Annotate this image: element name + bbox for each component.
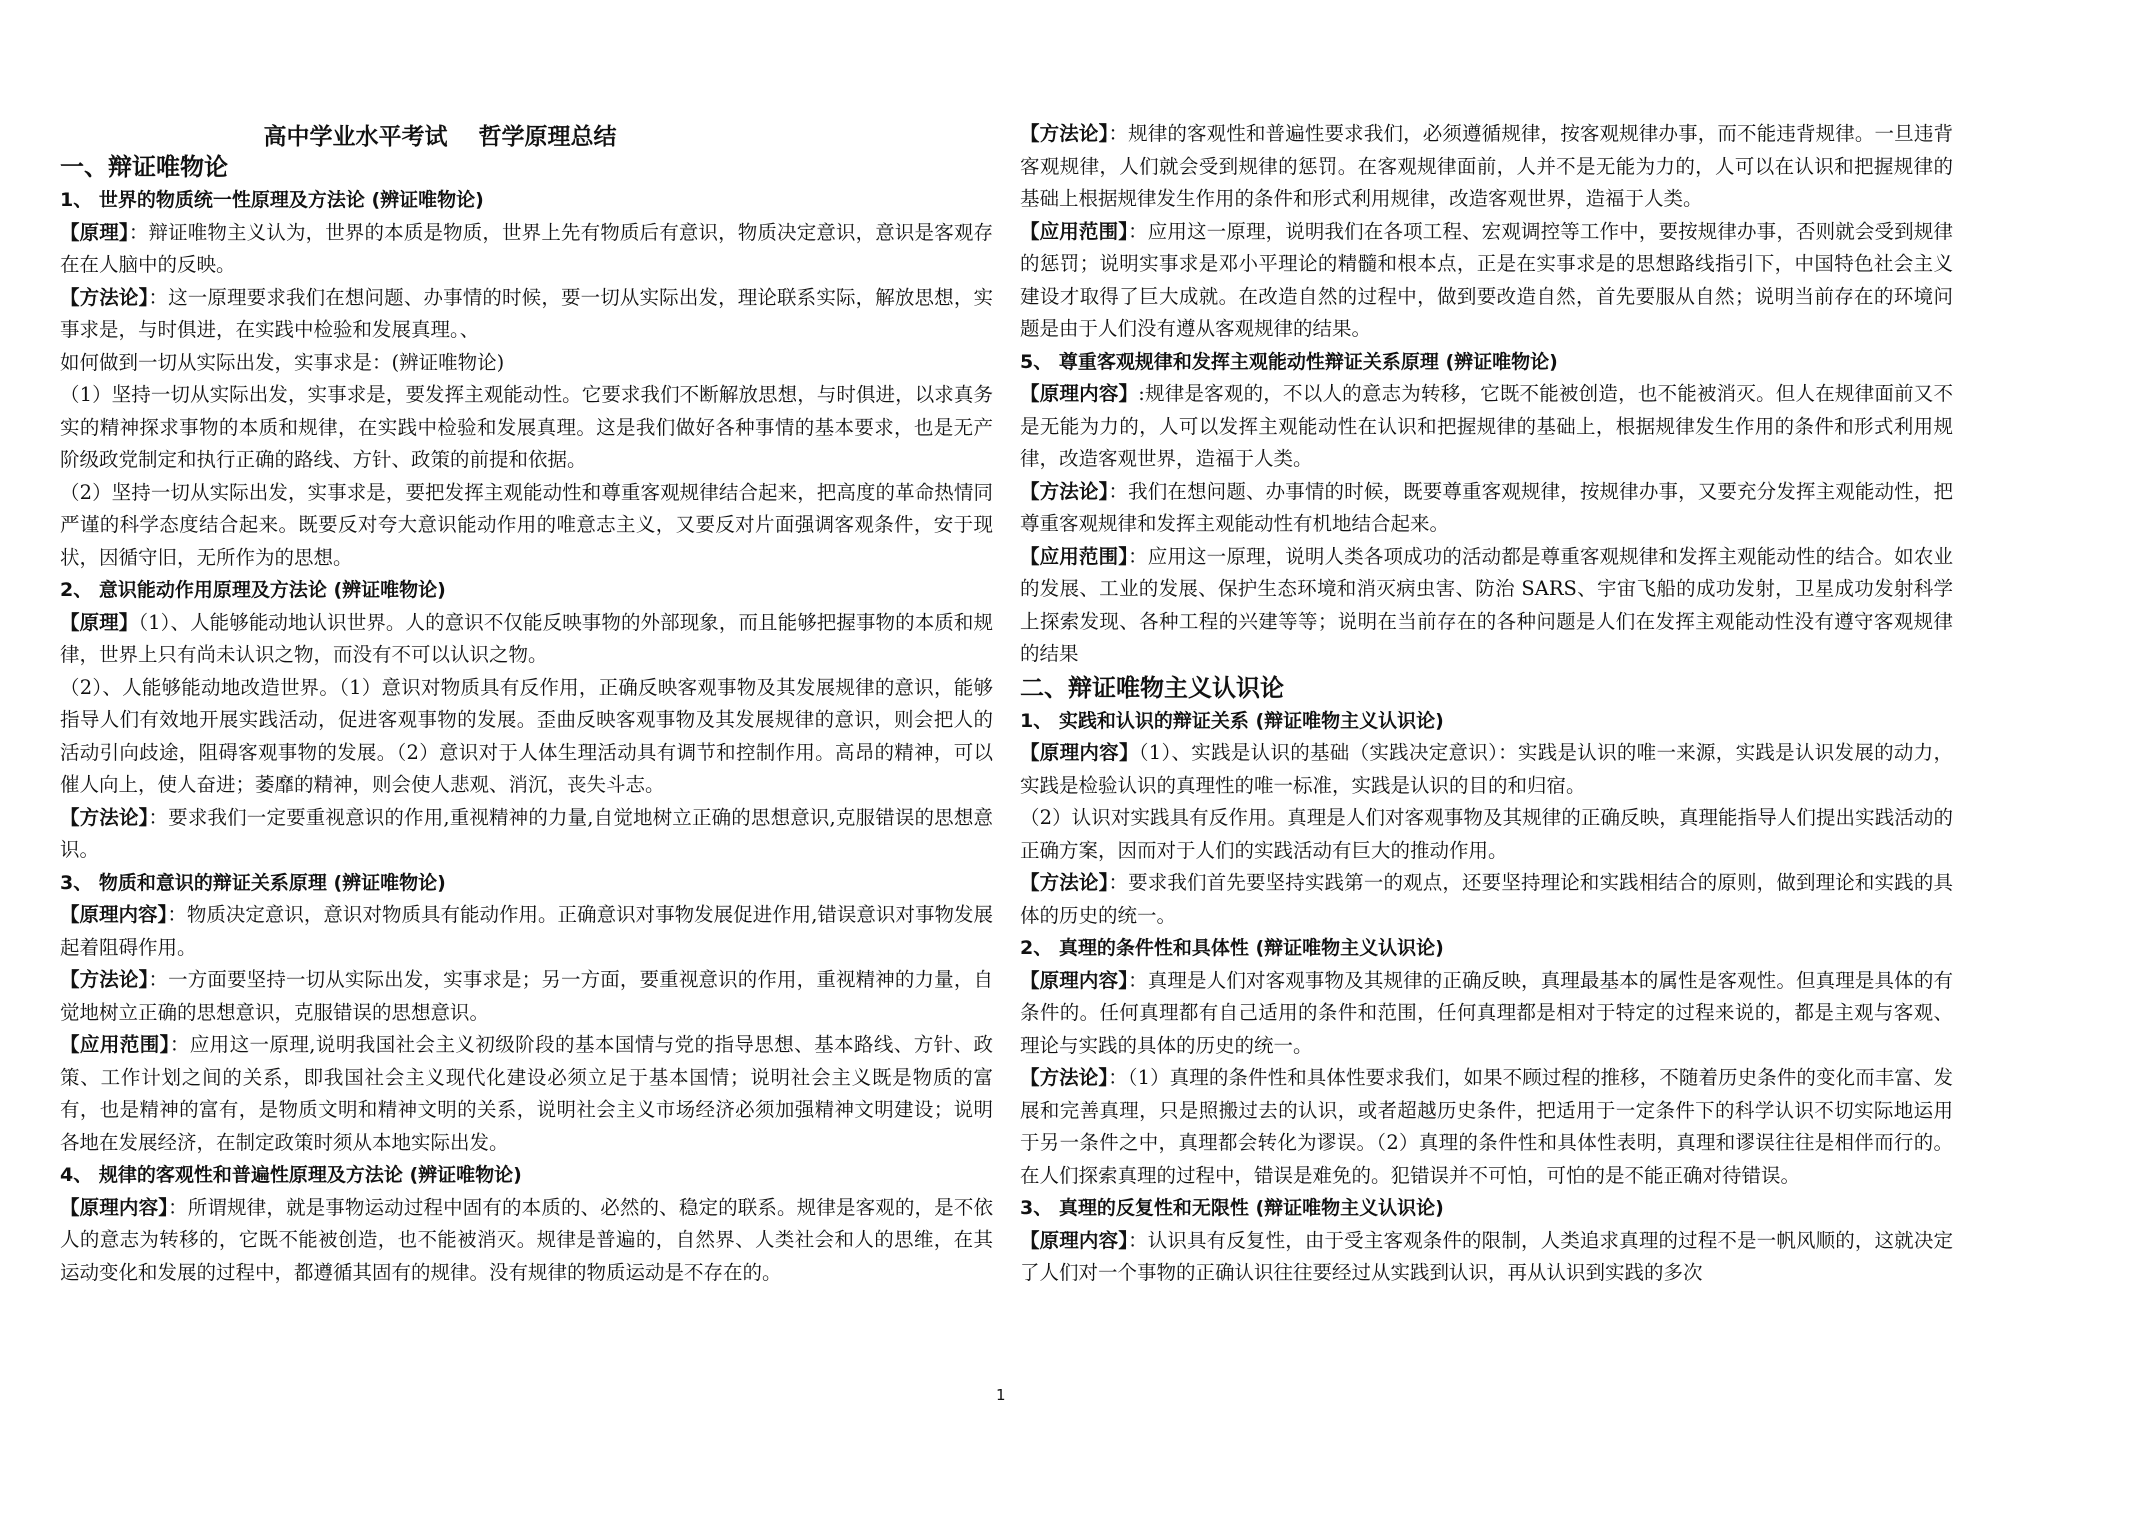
subsection-heading: 5、 尊重客观规律和发挥主观能动性辩证关系原理 (辨证唯物论): [1020, 350, 1558, 373]
paragraph: [60, 379, 993, 477]
paragraph: [1020, 1062, 1953, 1192]
paragraph-label: 【方法论】: [60, 285, 149, 309]
paragraph-text: ：认识具有反复性，由于受主客观条件的限制，人类追求真理的过程不是一帆风顺的，这就决定了人们对一个事物的正确认识往往要经过从实践到认识，再从认识到实践的多次: [1020, 1228, 1953, 1284]
page-title: 高中学业水平考试 哲学原理总结: [263, 123, 617, 150]
paragraph-text: ：应用这一原理,说明我国社会主义初级阶段的基本国情与党的指导思想、基本路线、方针、政策、工作计划之间的关系，即我国社会主义现代化建设必须立足于基本国情；说明社会主义既是物质的富有，也是精神的富有，是物质文明和精神文明的关系，说明社会主义市场经济必须加强精神文明建设；说明各地在发展经济，在制定政策时须从本地实际出发。: [60, 1033, 993, 1154]
paragraph-label: 【原理内容】: [60, 903, 168, 926]
paragraph: [60, 217, 993, 282]
paragraph: [60, 899, 993, 964]
paragraph-text: ：应用这一原理，说明人类各项成功的活动都是尊重客观规律和发挥主观能动性的结合。如农业的发展、工业的发展、保护生态环境和消灭病虫害、防治 SARS、宇宙飞船的成功发射，卫星成功发射科学上探索发现、各种工程的兴建等等；说明在当前存在的各种问题是人们在发挥主观能动性没有遵守客观规律的结果: [1020, 544, 1953, 665]
subsection-heading: 2、 真理的条件性和具体性 (辩证唯物主义认识论): [1020, 937, 1444, 959]
paragraph-text: （2）坚持一切从实际出发，实事求是，要把发挥主观能动性和尊重客观规律结合起来，把高度的革命热情同严谨的科学态度结合起来。既要反对夸大意识能动作用的唯意志主义，又要反对片面强调客观条件，安于现状，因循守旧，无所作为的思想。: [60, 480, 993, 569]
paragraph-label: 【方法论】: [1020, 122, 1109, 145]
paragraph: [1020, 802, 1953, 867]
paragraph-label: 【应用范围】: [60, 1033, 170, 1056]
paragraph: [60, 964, 993, 1029]
paragraph-text: （2）、人能够能动地改造世界。（1）意识对物质具有反作用，正确反映客观事物及其发展规律的意识，能够指导人们有效地开展实践活动，促进客观事物的发展。歪曲反映客观事物及其发展规律的意识，则会把人的活动引向歧途，阻碍客观事物的发展。（2）意识对于人体生理活动具有调节和控制作用。高昂的精神，可以催人向上，使人奋进；萎靡的精神，则会使人悲观、消沉，丧失斗志。: [60, 675, 993, 796]
paragraph: [60, 282, 993, 347]
paragraph-label: 【方法论】: [1020, 871, 1109, 894]
paragraph-text: ：要求我们首先要坚持实践第一的观点，还要坚持理论和实践相结合的原则，做到理论和实践的具体的历史的统一。: [1020, 871, 1953, 927]
paragraph-text: ：我们在想问题、办事情的时候，既要尊重客观规律，按规律办事，又要充分发挥主观能动性，把尊重客观规律和发挥主观能动性有机地结合起来。: [1020, 479, 1953, 535]
paragraph-label: 【原理内容】: [1020, 741, 1139, 764]
page-number: 1: [996, 1386, 1006, 1404]
paragraph-label: 【方法论】: [1020, 1066, 1109, 1089]
paragraph-text: 如何做到一切从实际出发，实事求是：(辨证唯物论): [60, 350, 505, 374]
paragraph-text: :规律是客观的，不以人的意志为转移，它既不能被创造，也不能被消灭。但人在规律面前又不是无能为力的，人可以发挥主观能动性在认识和把握规律的基础上，根据规律发生作用的条件和形式利用规律，改造客观世界，造福于人类。: [1020, 382, 1953, 470]
section-heading: 一、辩证唯物论: [60, 153, 228, 181]
paragraph-text: ：辩证唯物主义认为，世界的本质是物质，世界上先有物质后有意识，物质决定意识，意识是客观存在在人脑中的反映。: [60, 220, 993, 276]
subsection-heading: 3、 真理的反复性和无限性 (辩证唯物主义认识论): [1020, 1197, 1444, 1219]
paragraph-text: ：一方面要坚持一切从实际出发，实事求是；另一方面，要重视意识的作用，重视精神的力量，自觉地树立正确的思想意识，克服错误的思想意识。: [60, 968, 993, 1024]
paragraph: [60, 802, 993, 867]
paragraph-text: ：所谓规律，就是事物运动过程中固有的本质的、必然的、稳定的联系。规律是客观的，是不依人的意志为转移的，它既不能被创造，也不能被消灭。规律是普遍的，自然界、人类社会和人的思维，在其运动变化和发展的过程中，都遵循其固有的规律。没有规律的物质运动是不存在的。: [60, 1195, 993, 1284]
paragraph: [60, 347, 993, 380]
subsection-heading: 1、 实践和认识的辩证关系 (辩证唯物主义认识论): [1020, 709, 1444, 732]
paragraph: [1020, 541, 1953, 671]
paragraph-text: （1）坚持一切从实际出发，实事求是，要发挥主观能动性。它要求我们不断解放思想，与时俱进，以求真务实的精神探求事物的本质和规律，在实践中检验和发展真理。这是我们做好各种事情的基本要求，也是无产阶级政党制定和执行正确的路线、方针、政策的前提和依据。: [60, 383, 993, 471]
paragraph-text: （1）、实践是认识的基础（实践决定意识）：实践是认识的唯一来源，实践是认识发展的动力，实践是检验认识的真理性的唯一标准，实践是认识的目的和归宿。: [1020, 741, 1953, 797]
paragraph-label: 【应用范围】: [1020, 544, 1129, 568]
paragraph-text: ：要求我们一定要重视意识的作用,重视精神的力量,自觉地树立正确的思想意识,克服错误的思想意识。: [60, 805, 993, 861]
paragraph: [1020, 1225, 1953, 1290]
paragraph-text: （2）认识对实践具有反作用。真理是人们对客观事物及其规律的正确反映，真理能指导人们提出实践活动的正确方案，因而对于人们的实践活动有巨大的推动作用。: [1020, 806, 1953, 862]
paragraph: [1020, 965, 1953, 1063]
subsection-heading: 3、 物质和意识的辩证关系原理 (辨证唯物论): [60, 871, 446, 894]
paragraph-text: ：真理是人们对客观事物及其规律的正确反映，真理最基本的属性是客观性。但真理是具体的有条件的。任何真理都有自己适用的条件和范围，任何真理都是相对于特定的过程来说的，都是主观与客观、理论与实践的具体的历史的统一。: [1020, 968, 1953, 1057]
paragraph: [60, 607, 993, 672]
paragraph-label: 【原理内容】: [1020, 1228, 1129, 1252]
paragraph-label: 【原理内容】: [1020, 382, 1139, 405]
paragraph-label: 【原理内容】: [1020, 968, 1129, 992]
paragraph: [60, 1029, 993, 1159]
paragraph-text: ：应用这一原理，说明我们在各项工程、宏观调控等工作中，要按规律办事，否则就会受到规律的惩罚；说明实事求是邓小平理论的精髓和根本点，正是在实事求是的思想路线指引下，中国特色社会主义建设才取得了巨大成就。在改造自然的过程中，做到要改造自然，首先要服从自然；说明当前存在的环境问题是由于人们没有遵从客观规律的结果。: [1020, 219, 1953, 340]
subsection-heading: 2、 意识能动作用原理及方法论 (辨证唯物论): [60, 579, 446, 601]
subsection-heading: 1、 世界的物质统一性原理及方法论 (辨证唯物论): [60, 189, 484, 211]
paragraph-label: 【方法论】: [1020, 479, 1109, 503]
paragraph-label: 【方法论】: [60, 805, 149, 829]
subsection-heading: 4、 规律的客观性和普遍性原理及方法论 (辨证唯物论): [60, 1164, 522, 1186]
paragraph: [1020, 737, 1953, 802]
paragraph-label: 【原理】: [60, 610, 139, 634]
paragraph-text: ：这一原理要求我们在想问题、办事情的时候，要一切从实际出发，理论联系实际，解放思想，实事求是，与时俱进，在实践中检验和发展真理。、: [60, 285, 993, 341]
right-column: [1020, 118, 1953, 1378]
paragraph-label: 【原理内容】: [60, 1195, 169, 1219]
paragraph: [1020, 378, 1953, 476]
paragraph-label: 【应用范围】: [1020, 219, 1129, 243]
paragraph: [60, 477, 993, 575]
paragraph: [1020, 867, 1953, 932]
paragraph-text: ：规律的客观性和普遍性要求我们，必须遵循规律，按客观规律办事，而不能违背规律。一旦违背客观规律，人们就会受到规律的惩罚。在客观规律面前，人并不是无能为力的，人可以在认识和把握规律的基础上根据规律发生作用的条件和形式利用规律，改造客观世界，造福于人类。: [1020, 122, 1953, 210]
paragraph-text: ：（1）真理的条件性和具体性要求我们，如果不顾过程的推移，不随着历史条件的变化而丰富、发展和完善真理，只是照搬过去的认识，或者超越历史条件，把适用于一定条件下的科学认识不切实际地运用于另一条件之中，真理都会转化为谬误。（2）真理的条件性和具体性表明，真理和谬误往往是相伴而行的。在人们探索真理的过程中，错误是难免的。犯错误并不可怕，可怕的是不能正确对待错误。: [1020, 1066, 1953, 1187]
paragraph-text: ：物质决定意识，意识对物质具有能动作用。正确意识对事物发展促进作用,错误意识对事物发展起着阻碍作用。: [60, 903, 993, 959]
left-column: [60, 150, 993, 1410]
paragraph: [1020, 476, 1953, 541]
paragraph-label: 【方法论】: [60, 968, 149, 991]
section-heading: 二、辩证唯物主义认识论: [1020, 673, 1284, 702]
paragraph: [60, 672, 993, 802]
paragraph-text: （1）、人能够能动地认识世界。人的意识不仅能反映事物的外部现象，而且能够把握事物的本质和规律，世界上只有尚未认识之物，而没有不可以认识之物。: [60, 610, 993, 666]
paragraph: [60, 1192, 993, 1290]
paragraph: [1020, 216, 1953, 346]
paragraph: [1020, 118, 1953, 216]
paragraph-label: 【原理】: [60, 220, 129, 244]
